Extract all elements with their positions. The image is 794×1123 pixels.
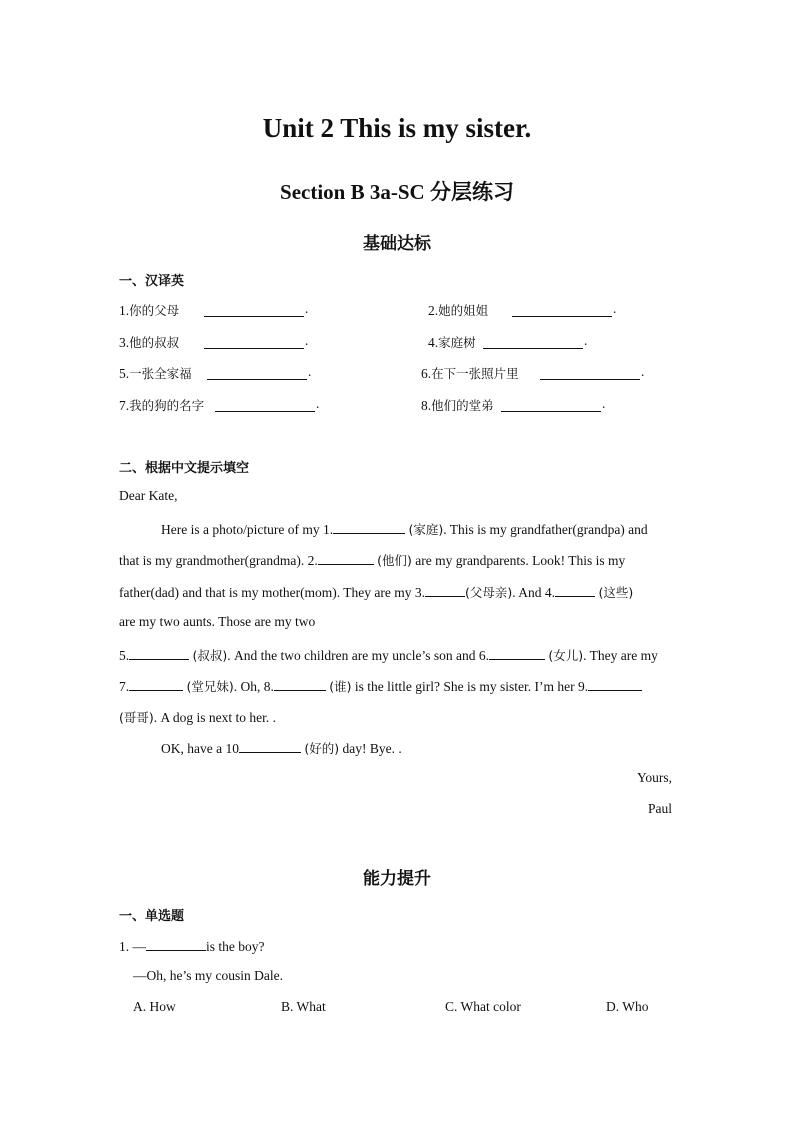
answer-blank-4[interactable]	[483, 335, 583, 349]
letter-line-1: Here is a photo/picture of my 1. (家庭). This is my grandfather(grandpa) and	[161, 522, 648, 537]
letter-line-3: father(dad) and that is my mother(mom). They are my 3. (父母亲). And 4. (这些)	[119, 585, 634, 600]
answer-blank-8[interactable]	[501, 398, 601, 412]
letter-blank-7[interactable]	[129, 677, 183, 691]
letter-line-6: 7. (堂兄妹). Oh, 8. (谁) is the little girl? She is my sister. I’m her 9.	[119, 677, 642, 695]
translate-item-8: 8.他们的堂弟	[421, 398, 494, 413]
letter-blank-1[interactable]	[333, 520, 405, 534]
translate-item-4: 4.家庭树	[428, 335, 476, 350]
question-1-reply: —Oh, he’s my cousin Dale.	[133, 968, 283, 983]
option-a[interactable]: A. How	[133, 999, 176, 1014]
option-d[interactable]: D. Who	[606, 999, 649, 1014]
part2-heading: 二、根据中文提示填空	[119, 461, 250, 476]
translate-item-5: 5.一张全家福	[119, 366, 192, 381]
option-b[interactable]: B. What	[281, 999, 326, 1014]
letter-line-4: are my two aunts. Those are my two	[119, 614, 316, 629]
page-title: Unit 2 This is my sister.	[262, 113, 532, 143]
translate-item-2: 2.她的姐姐	[428, 303, 489, 318]
letter-blank-10[interactable]	[239, 739, 301, 753]
translate-item-3: 3.他的叔叔	[119, 335, 180, 350]
letter-blank-6[interactable]	[489, 646, 545, 660]
letter-blank-4[interactable]	[555, 583, 595, 597]
letter-line-8: OK, have a 10 (好的) day! Bye. .	[161, 741, 402, 756]
letter-blank-8[interactable]	[274, 677, 326, 691]
section-subtitle: Section B 3a-SC 分层练习	[280, 180, 514, 204]
answer-blank-6[interactable]	[540, 366, 640, 380]
letter-blank-3[interactable]	[425, 583, 465, 597]
letter-line-7: (哥哥). A dog is next to her. .	[119, 710, 277, 725]
question-1: 1. — is the boy?	[119, 939, 265, 954]
translate-item-7: 7.我的狗的名字	[119, 398, 205, 413]
letter-closing: Yours,	[636, 770, 672, 785]
level-basic-heading: 基础达标	[363, 234, 431, 253]
answer-blank-1[interactable]	[204, 303, 304, 317]
letter-line-5: 5. (叔叔). And the two children are my uncle’s son and 6. (女儿). They are my	[119, 648, 658, 663]
letter-blank-2[interactable]	[318, 551, 374, 565]
letter-blank-5[interactable]	[129, 646, 189, 660]
translate-item-6: 6.在下一张照片里	[421, 366, 519, 381]
letter-blank-9[interactable]	[588, 677, 642, 691]
question-1-blank[interactable]	[146, 937, 206, 951]
letter-line-2: that is my grandmother(grandma). 2. (他们) are my grandparents. Look! This is my	[119, 553, 626, 568]
level-advanced-heading: 能力提升	[363, 869, 431, 888]
letter-greeting: Dear Kate,	[119, 488, 178, 503]
answer-blank-3[interactable]	[204, 335, 304, 349]
part1-heading: 一、汉译英	[119, 274, 185, 289]
part3-heading: 一、单选题	[119, 909, 185, 924]
option-c[interactable]: C. What color	[445, 999, 521, 1014]
answer-blank-7[interactable]	[215, 398, 315, 412]
answer-blank-2[interactable]	[512, 303, 612, 317]
answer-blank-5[interactable]	[207, 366, 307, 380]
letter-signature: Paul	[647, 801, 672, 816]
translate-item-1: 1.你的父母	[119, 303, 180, 318]
